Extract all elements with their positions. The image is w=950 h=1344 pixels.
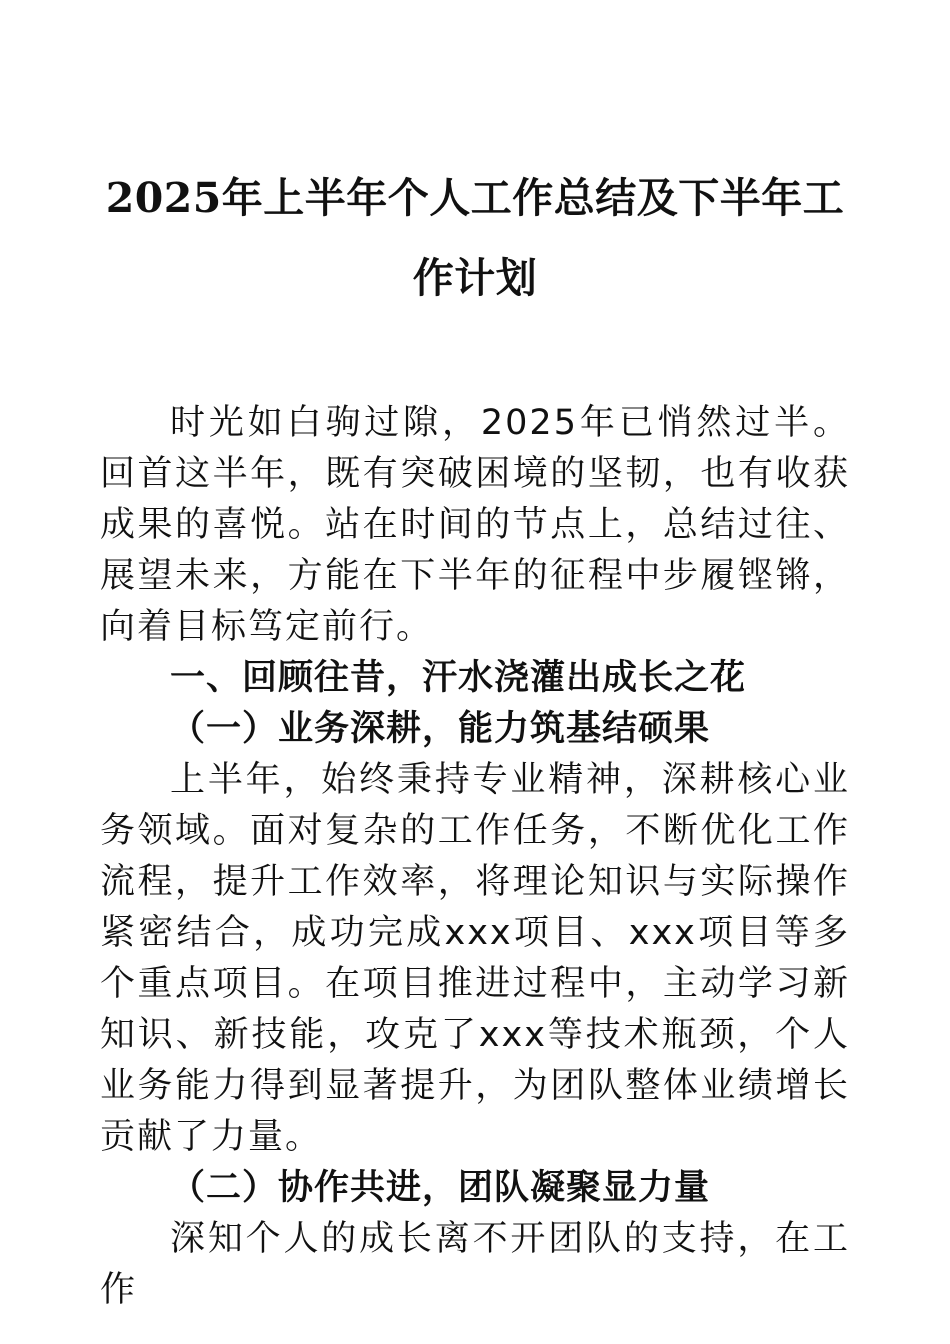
section-1-heading: 一、回顾往昔，汗水浇灌出成长之花 — [170, 658, 747, 698]
subsection-2-heading: （二）协作共进，团队凝聚显力量 — [170, 1168, 711, 1208]
document-title-line-1: 2025年上半年个人工作总结及下半年工 — [105, 174, 845, 222]
subsection-1-paragraph: 上半年，始终秉持专业精神，深耕核心业务领域。面对复杂的工作任务，不断优化工作流程，提升工作效率，将理论知识与实际操作紧密结合，成功完成xxx项目、xxx项目等多个重点项目。在项目推进过程中，主动学习新知识、新技能，攻克了xxx等技术瓶颈，个人业务能力得到显著提升，为团队整体业绩增长贡献了力量。 — [100, 760, 850, 1157]
subsection-1-heading: （一）业务深耕，能力筑基结硕果 — [170, 709, 711, 749]
document-title-line-2: 作计划 — [412, 254, 538, 302]
subsection-2-paragraph: 深知个人的成长离不开团队的支持，在工作 — [100, 1219, 850, 1310]
intro-paragraph: 时光如白驹过隙，2025年已悄然过半。回首这半年，既有突破困境的坚韧，也有收获成果的喜悦。站在时间的节点上，总结过往、展望未来，方能在下半年的征程中步履铿锵，向着目标笃定前行。 — [100, 403, 850, 647]
document-title — [100, 158, 850, 318]
document-body — [100, 398, 850, 1316]
